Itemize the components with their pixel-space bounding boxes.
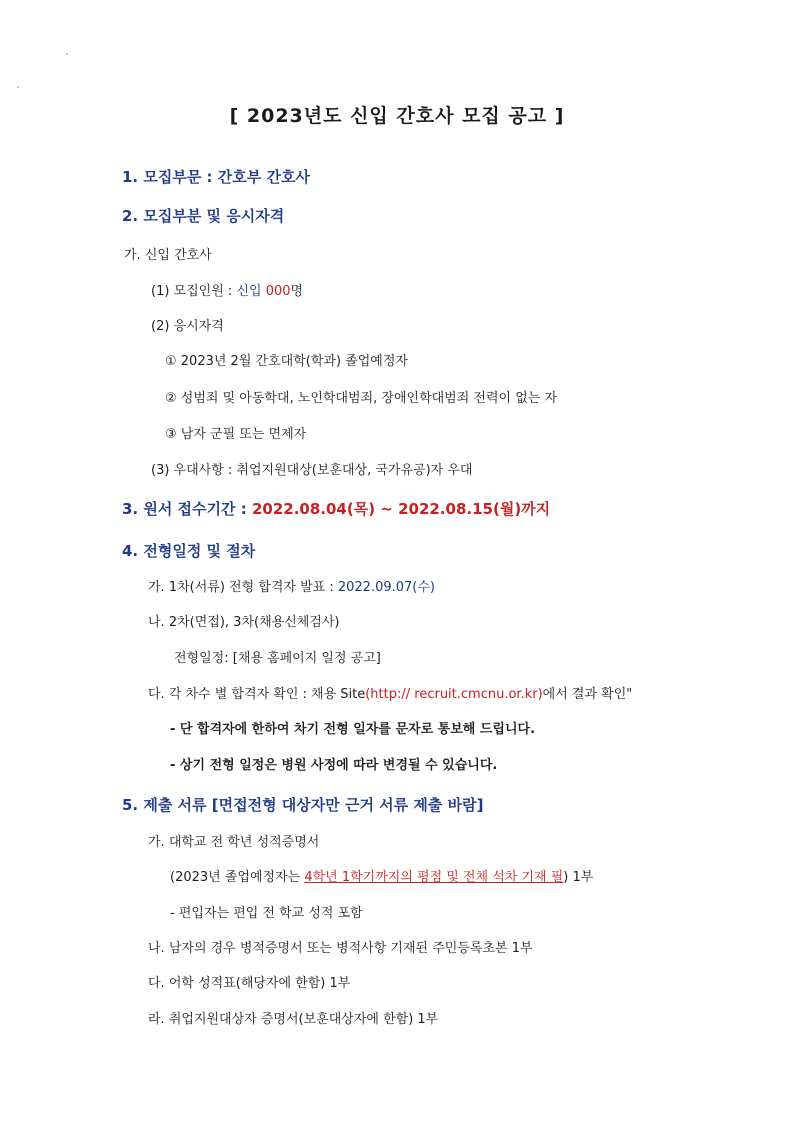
- first-stage-date: 2022.09.07(수): [337, 580, 435, 595]
- scan-speck: [17, 86, 19, 88]
- preference-line: (3) 우대사항 : 취업지원대상(보훈대상, 국가유공)자 우대: [151, 463, 473, 478]
- doc-veteran: 라. 취업지원대상자 증명서(보훈대상자에 한함) 1부: [148, 1012, 439, 1027]
- qualification-heading: (2) 응시자격: [151, 319, 224, 334]
- section-1-heading: 1. 모집부문 : 간호부 간호사: [122, 168, 310, 186]
- recruit-count-number: 000: [265, 284, 291, 299]
- first-stage-label: 가. 1차(서류) 전형 합격자 발표 :: [148, 580, 338, 595]
- qualification-item-3: ③ 남자 군필 또는 면제자: [165, 427, 307, 442]
- result-check-line: [148, 686, 632, 704]
- doc-military: 나. 남자의 경우 병적증명서 또는 병적사항 기재된 주민등록초본 1부: [148, 941, 533, 956]
- doc-transcript-note-prefix: (2023년 졸업예정자는: [170, 870, 305, 885]
- recruit-count-line: [151, 283, 303, 301]
- result-check-prefix: 다. 각 차수 별 합격자 확인 : 채용 Site: [148, 687, 366, 702]
- doc-transcript: 가. 대학교 전 학년 성적증명서: [148, 835, 320, 850]
- recruit-count-value: 신입: [236, 284, 266, 299]
- second-third-stage-line: 나. 2차(면접), 3차(채용신체검사): [148, 615, 340, 630]
- first-stage-line: [148, 579, 435, 597]
- notice-sms: - 단 합격자에 한하여 차기 전형 일자를 문자로 통보해 드립니다.: [170, 722, 536, 737]
- notice-schedule-change: - 상기 전형 일정은 병원 사정에 따라 변경될 수 있습니다.: [170, 758, 498, 773]
- scan-speck: [66, 53, 68, 55]
- section-5-heading: 5. 제출 서류 [면접전형 대상자만 근거 서류 제출 바람]: [122, 796, 484, 814]
- result-check-suffix: 에서 결과 확인": [542, 687, 633, 702]
- application-period-label: 3. 원서 접수기간 :: [122, 500, 252, 518]
- section-4-heading: 4. 전형일정 및 절차: [122, 542, 256, 560]
- doc-transfer-note: - 편입자는 편입 전 학교 성적 포함: [170, 906, 363, 921]
- qualification-item-2: ② 성범죄 및 아동학대, 노인학대범죄, 장애인학대범죄 전력이 없는 자: [165, 391, 558, 406]
- section-2-heading: 2. 모집부분 및 응시자격: [122, 207, 285, 225]
- qualification-item-1: ① 2023년 2월 간호대학(학과) 졸업예정자: [165, 354, 408, 369]
- doc-transcript-note-suffix: ) 1부: [563, 870, 594, 885]
- application-period-value: 2022.08.04(목) ~ 2022.08.15(월)까지: [251, 500, 551, 518]
- doc-transcript-note: [170, 869, 593, 887]
- doc-language: 다. 어학 성적표(해당자에 한함) 1부: [148, 976, 351, 991]
- schedule-note: 전형일정: [채용 홈페이지 일정 공고]: [174, 651, 381, 666]
- recruit-count-label: (1) 모집인원 :: [151, 284, 237, 299]
- doc-transcript-requirement: 4학년 1학기까지의 평점 및 전체 석차 기재 필: [304, 870, 564, 885]
- page-title: [ 2023년도 신입 간호사 모집 공고 ]: [229, 105, 565, 127]
- section-3-heading: [122, 498, 550, 520]
- subsection-new-nurse: 가. 신입 간호사: [124, 248, 212, 263]
- recruit-site-link[interactable]: (http:// recruit.cmcnu.or.kr): [365, 687, 543, 702]
- recruit-count-unit: 명: [290, 284, 304, 299]
